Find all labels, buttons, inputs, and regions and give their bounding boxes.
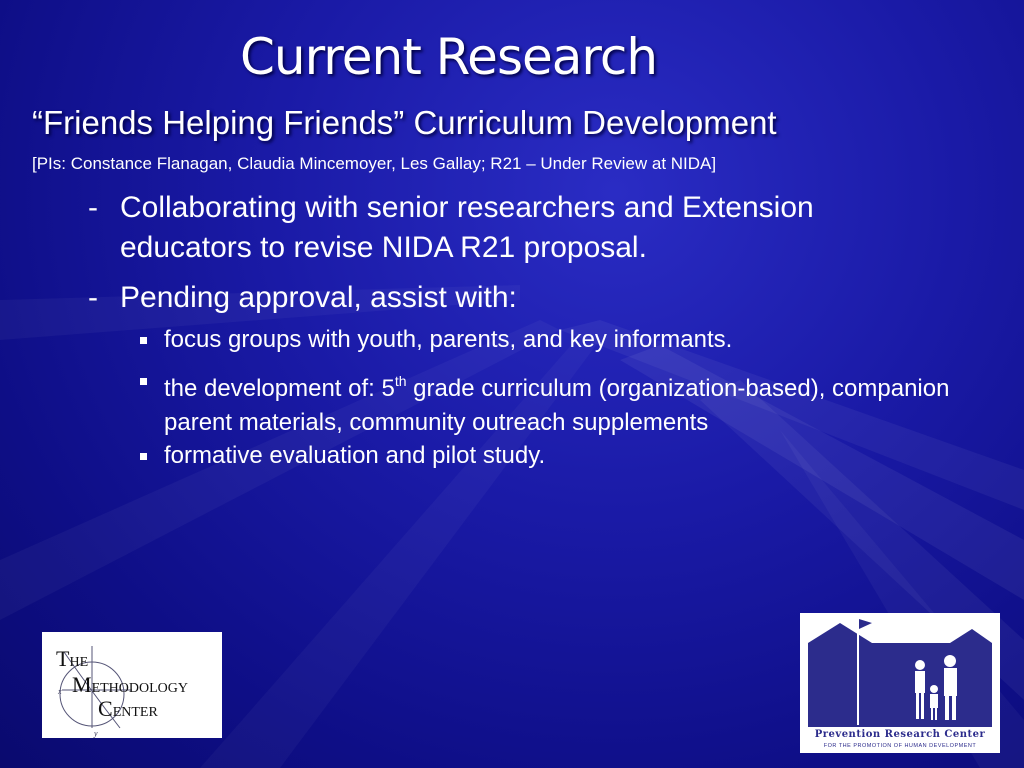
svg-text:THE <box>56 646 88 671</box>
bullet-item <box>88 188 938 268</box>
logo-center-rest: ENTER <box>112 705 158 720</box>
dash-marker: - <box>88 281 98 314</box>
sub-bullet-item <box>140 364 980 440</box>
square-bullet-icon <box>140 337 147 344</box>
logo-axis-x: x <box>58 687 62 696</box>
prc-tagline: FOR THE PROMOTION OF HUMAN DEVELOPMENT <box>823 743 977 749</box>
sub-bullet-text: focus groups with youth, parents, and key informants. <box>164 326 733 353</box>
square-bullet-icon <box>140 378 147 385</box>
prevention-research-center-graphic <box>800 613 1000 729</box>
sub-bullet-text-after: grade curriculum (organization-based), companion parent materials, community outreach supplements <box>164 375 950 436</box>
logo-methodology-rest: ETHODOLOGY <box>91 681 188 696</box>
sub-bullet-text-before: the development of: 5 <box>164 375 395 402</box>
prevention-research-center-logo <box>800 613 1000 753</box>
logo-the-rest: HE <box>69 655 89 670</box>
sub-bullet-item <box>140 439 980 473</box>
sub-bullet-item <box>140 323 980 357</box>
pis-line: [PIs: Constance Flanagan, Claudia Mincemoyer, Les Gallay; R21 – Under Review at NIDA] <box>32 154 717 173</box>
bullet-item <box>88 278 938 318</box>
logo-methodology-initial: M <box>72 672 92 697</box>
svg-text:METHODOLOGY <box>72 672 188 697</box>
prc-name: Prevention Research Center <box>814 729 986 740</box>
bullet-text: Collaborating with senior researchers and Extension educators to revise NIDA R21 proposal. <box>120 191 814 264</box>
methodology-center-graphic <box>42 632 222 738</box>
logo-the-initial: T <box>56 646 70 671</box>
methodology-center-logo <box>42 632 222 738</box>
slide-title: Current Research <box>240 28 658 86</box>
dash-marker: - <box>88 191 98 224</box>
square-bullet-icon <box>140 453 147 460</box>
slide-subtitle: “Friends Helping Friends” Curriculum Development <box>32 104 777 141</box>
logo-center-initial: C <box>98 696 113 721</box>
logo-axis-y: y <box>94 729 98 738</box>
svg-text:CENTER <box>98 696 158 721</box>
bullet-text: Pending approval, assist with: <box>120 281 517 314</box>
sub-bullet-text: formative evaluation and pilot study. <box>164 442 546 469</box>
ordinal-superscript: th <box>394 373 407 389</box>
